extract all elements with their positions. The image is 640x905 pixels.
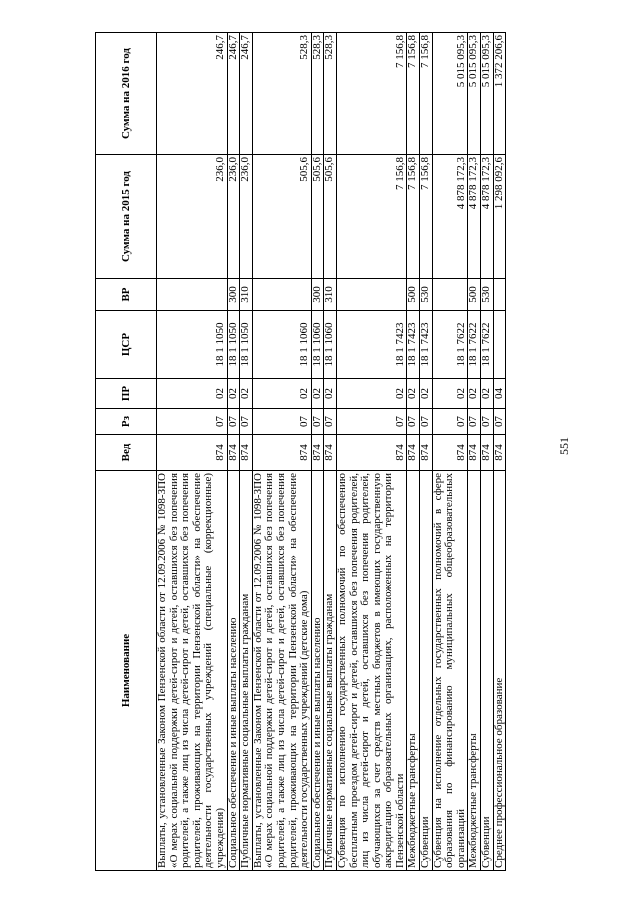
- cell-ved: 874: [493, 435, 506, 471]
- header-name: Наименование: [96, 471, 157, 871]
- table-row: [481, 33, 494, 871]
- cell-pr: 04: [493, 379, 506, 409]
- cell-name: Межбюджетные трансферты: [468, 471, 481, 871]
- cell-ved: 874: [336, 435, 407, 471]
- cell-name: Публичные нормативные социальные выплаты гражданам: [324, 471, 337, 871]
- cell-ved: 874: [324, 435, 337, 471]
- table-row: [252, 33, 311, 871]
- cell-rz: 07: [252, 409, 311, 435]
- cell-vr: [336, 279, 407, 311]
- cell-sum-2016: 1 372 206,6: [493, 33, 506, 155]
- cell-ved: 874: [252, 435, 311, 471]
- cell-sum-2015: 236,0: [240, 155, 253, 279]
- cell-csr: 18 1 1060: [311, 311, 324, 379]
- cell-vr: 500: [468, 279, 481, 311]
- cell-rz: 07: [227, 409, 240, 435]
- header-csr: ЦСР: [96, 311, 157, 379]
- table-header-row: [96, 33, 157, 871]
- cell-ved: 874: [481, 435, 494, 471]
- cell-sum-2016: 7 156,8: [407, 33, 420, 155]
- budget-table-wrapper: [95, 33, 556, 871]
- cell-rz: 07: [311, 409, 324, 435]
- cell-rz: 07: [481, 409, 494, 435]
- table-row: [336, 33, 407, 871]
- table-row: [468, 33, 481, 871]
- table-row: [432, 33, 468, 871]
- cell-csr: 18 1 7423: [420, 311, 433, 379]
- cell-name: Выплаты, установленные Законом Пензенской области от 12.09.2006 № 1098-ЗПО «О мерах социальной поддержки детей-сирот и детей, оставшихся без попечения родителей, а также лиц из числа детей-сирот и детей, оставшихся без попечения родителей, проживающих на территории Пензенской области» на обеспечение деятельности государственных учреждений (специальные (коррекционные) учреждения): [157, 471, 228, 871]
- cell-csr: 18 1 7622: [481, 311, 494, 379]
- cell-rz: 07: [324, 409, 337, 435]
- cell-sum-2015: 4 878 172,3: [432, 155, 468, 279]
- table-row: [420, 33, 433, 871]
- cell-sum-2016: 7 156,8: [336, 33, 407, 155]
- cell-name: Социальное обеспечение и иные выплаты населению: [311, 471, 324, 871]
- cell-csr: 18 1 1050: [240, 311, 253, 379]
- table-row: [227, 33, 240, 871]
- cell-sum-2015: 505,6: [252, 155, 311, 279]
- cell-name: Среднее профессиональное образование: [493, 471, 506, 871]
- cell-pr: 02: [157, 379, 228, 409]
- cell-rz: 07: [493, 409, 506, 435]
- table-row: [311, 33, 324, 871]
- cell-vr: 300: [227, 279, 240, 311]
- cell-pr: 02: [420, 379, 433, 409]
- cell-rz: 07: [157, 409, 228, 435]
- cell-sum-2016: 5 015 095,3: [481, 33, 494, 155]
- header-ved: Вед: [96, 435, 157, 471]
- cell-pr: 02: [468, 379, 481, 409]
- cell-sum-2016: 246,7: [157, 33, 228, 155]
- cell-csr: [493, 311, 506, 379]
- cell-vr: 530: [420, 279, 433, 311]
- cell-vr: [157, 279, 228, 311]
- cell-sum-2016: 528,3: [324, 33, 337, 155]
- cell-pr: 02: [432, 379, 468, 409]
- cell-ved: 874: [240, 435, 253, 471]
- cell-name: Субвенции: [420, 471, 433, 871]
- cell-sum-2016: 246,7: [240, 33, 253, 155]
- cell-pr: 02: [336, 379, 407, 409]
- cell-csr: 18 1 7423: [407, 311, 420, 379]
- cell-name: Публичные нормативные социальные выплаты гражданам: [240, 471, 253, 871]
- cell-pr: 02: [252, 379, 311, 409]
- cell-sum-2015: 1 298 092,6: [493, 155, 506, 279]
- cell-vr: 530: [481, 279, 494, 311]
- cell-csr: 18 1 7423: [336, 311, 407, 379]
- cell-vr: 310: [240, 279, 253, 311]
- cell-sum-2015: 505,6: [311, 155, 324, 279]
- header-rz: Рз: [96, 409, 157, 435]
- cell-pr: 02: [481, 379, 494, 409]
- cell-rz: 07: [420, 409, 433, 435]
- cell-pr: 02: [324, 379, 337, 409]
- cell-sum-2015: 236,0: [157, 155, 228, 279]
- header-sum-2015: Сумма на 2015 год: [96, 155, 157, 279]
- cell-vr: [432, 279, 468, 311]
- cell-ved: 874: [420, 435, 433, 471]
- cell-sum-2015: 4 878 172,3: [481, 155, 494, 279]
- cell-ved: 874: [227, 435, 240, 471]
- cell-csr: 18 1 1060: [252, 311, 311, 379]
- cell-sum-2015: 505,6: [324, 155, 337, 279]
- cell-sum-2015: 7 156,8: [336, 155, 407, 279]
- cell-name: Субвенция на исполнение отдельных государственных полномочий в сфере образования по финансированию муниципальных общеобразовательных организаций: [432, 471, 468, 871]
- cell-name: Социальное обеспечение и иные выплаты населению: [227, 471, 240, 871]
- page-number: 551: [557, 437, 571, 455]
- header-vr: ВР: [96, 279, 157, 311]
- cell-name: Межбюджетные трансферты: [407, 471, 420, 871]
- cell-ved: 874: [407, 435, 420, 471]
- cell-sum-2016: 246,7: [227, 33, 240, 155]
- cell-csr: 18 1 1060: [324, 311, 337, 379]
- cell-sum-2015: 7 156,8: [420, 155, 433, 279]
- cell-sum-2015: 4 878 172,3: [468, 155, 481, 279]
- cell-sum-2016: 5 015 095,3: [468, 33, 481, 155]
- cell-rz: 07: [468, 409, 481, 435]
- table-row: [407, 33, 420, 871]
- cell-ved: 874: [311, 435, 324, 471]
- table-row: [324, 33, 337, 871]
- cell-pr: 02: [407, 379, 420, 409]
- cell-sum-2015: 236,0: [227, 155, 240, 279]
- cell-csr: 18 1 7622: [432, 311, 468, 379]
- cell-name: Выплаты, установленные Законом Пензенской области от 12.09.2006 № 1098-ЗПО «О мерах социальной поддержки детей-сирот и детей, оставшихся без попечения родителей, а также лиц из числа детей-сирот и детей, оставшихся без попечения родителей, проживающих на территории Пензенской области» на обеспечение деятельности государственных учреждений (детские дома): [252, 471, 311, 871]
- cell-sum-2016: 528,3: [311, 33, 324, 155]
- table-row: [157, 33, 228, 871]
- budget-table: [95, 32, 506, 871]
- cell-name: Субвенции: [481, 471, 494, 871]
- table-row: [240, 33, 253, 871]
- cell-rz: 07: [336, 409, 407, 435]
- header-pr: ПР: [96, 379, 157, 409]
- cell-name: Субвенция по исполнению государственных полномочий по обеспечению бесплатным проездом детей-сирот и детей, оставшихся без попечения родителей, лиц из числа детей-сирот и детей, оставшихся без попечения родителей, обучающихся за счет средств местных бюджетов в имеющих государственную аккредитацию образовательных организациях, расположенных на территории Пензенской области: [336, 471, 407, 871]
- cell-sum-2015: 7 156,8: [407, 155, 420, 279]
- cell-vr: [493, 279, 506, 311]
- cell-ved: 874: [468, 435, 481, 471]
- cell-csr: 18 1 1050: [157, 311, 228, 379]
- cell-sum-2016: 7 156,8: [420, 33, 433, 155]
- cell-ved: 874: [157, 435, 228, 471]
- cell-vr: [252, 279, 311, 311]
- cell-csr: 18 1 7622: [468, 311, 481, 379]
- cell-vr: 300: [311, 279, 324, 311]
- cell-rz: 07: [432, 409, 468, 435]
- header-sum-2016: Сумма на 2016 год: [96, 33, 157, 155]
- cell-vr: 310: [324, 279, 337, 311]
- cell-pr: 02: [311, 379, 324, 409]
- cell-sum-2016: 5 015 095,3: [432, 33, 468, 155]
- cell-sum-2016: 528,3: [252, 33, 311, 155]
- cell-rz: 07: [240, 409, 253, 435]
- cell-vr: 500: [407, 279, 420, 311]
- cell-rz: 07: [407, 409, 420, 435]
- cell-ved: 874: [432, 435, 468, 471]
- cell-pr: 02: [240, 379, 253, 409]
- cell-pr: 02: [227, 379, 240, 409]
- cell-csr: 18 1 1050: [227, 311, 240, 379]
- table-row: [493, 33, 506, 871]
